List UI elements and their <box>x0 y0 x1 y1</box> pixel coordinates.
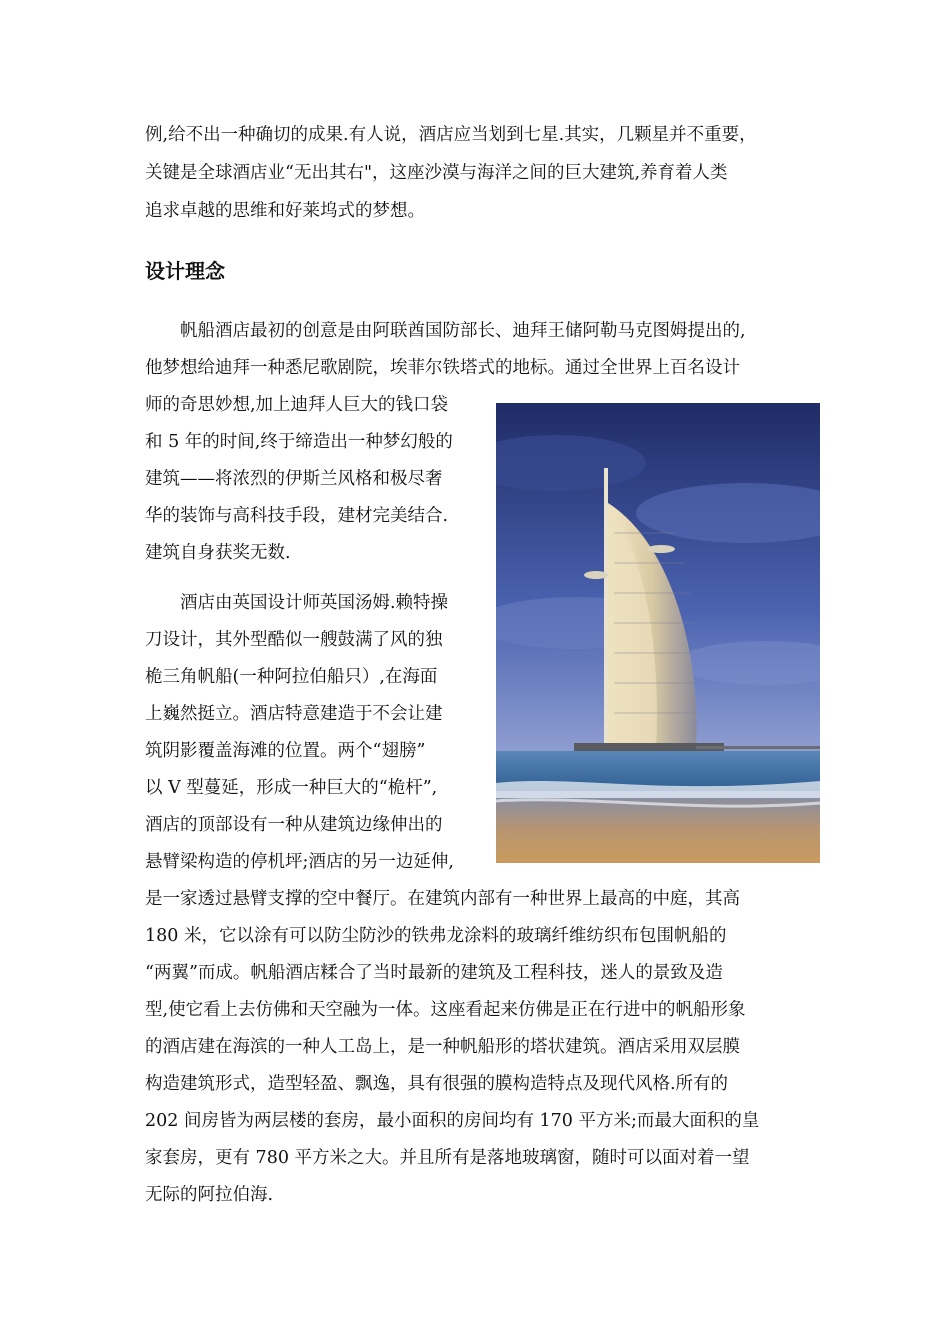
para2-line-10: 180 米，它以涂有可以防尘防沙的铁弗龙涂料的玻璃纤维纺织布包围帆船的 <box>145 926 727 946</box>
para2-line-8: 悬臂梁构造的停机坪;酒店的另一边延伸, <box>145 852 454 872</box>
para1-line-1: 帆船酒店最初的创意是由阿联酋国防部长、迪拜王储阿勒马克图姆提出的, <box>145 321 746 341</box>
intro-line-1: 例,给不出一种确切的成果.有人说，酒店应当划到七星.其实，几颗星并不重要， <box>145 125 757 145</box>
para1-line-6: 华的装饰与高科技手段，建材完美结合. <box>145 506 449 526</box>
para2-line-4: 上巍然挺立。酒店特意建造于不会让建 <box>145 704 443 724</box>
para2-line-13: 的酒店建在海滨的一种人工岛上，是一种帆船形的塔状建筑。酒店采用双层膜 <box>145 1037 740 1057</box>
para2-line-2: 刀设计，其外型酷似一艘鼓满了风的独 <box>145 630 443 650</box>
para1-line-3: 师的奇思妙想,加上迪拜人巨大的钱口袋 <box>145 395 449 415</box>
intro-line-3: 追求卓越的思维和好莱坞式的梦想。 <box>145 201 425 221</box>
para1-line-5: 建筑——将浓烈的伊斯兰风格和极尽奢 <box>145 469 443 489</box>
hotel-photo <box>496 403 820 863</box>
para2-line-16: 家套房，更有 780 平方米之大。并且所有是落地玻璃窗，随时可以面对着一望 <box>145 1148 750 1168</box>
para1-line-4: 和 5 年的时间,终于缔造出一种梦幻般的 <box>145 432 453 452</box>
para2-line-17: 无际的阿拉伯海. <box>145 1185 274 1205</box>
para1-line-2: 他梦想给迪拜一种悉尼歌剧院，埃菲尔铁塔式的地标。通过全世界上百名设计 <box>145 358 740 378</box>
para2-line-12: 型,使它看上去仿佛和天空融为一体。这座看起来仿佛是正在行进中的帆船形象 <box>145 1000 746 1020</box>
para1-line-7: 建筑自身获奖无数. <box>145 543 291 563</box>
para2-line-9: 是一家透过悬臂支撑的空中餐厅。在建筑内部有一种世界上最高的中庭，其高 <box>145 889 740 909</box>
section-heading: 设计理念 <box>145 259 225 283</box>
para2-line-15: 202 间房皆为两层楼的套房，最小面积的房间均有 170 平方米;而最大面积的皇 <box>145 1111 760 1131</box>
intro-line-2: 关键是全球酒店业“无出其右"，这座沙漠与海洋之间的巨大建筑,养育着人类 <box>145 163 728 183</box>
para2-line-5: 筑阴影覆盖海滩的位置。两个“翅膀” <box>145 741 426 761</box>
para2-line-3: 桅三角帆船(一种阿拉伯船只）,在海面 <box>145 667 438 687</box>
para2-line-6: 以 V 型蔓延，形成一种巨大的“桅杆”, <box>145 778 438 798</box>
para2-line-7: 酒店的顶部设有一种从建筑边缘伸出的 <box>145 815 443 835</box>
para2-line-1: 酒店由英国设计师英国汤姆.赖特操 <box>145 593 449 613</box>
para2-line-11: “两翼”而成。帆船酒店糅合了当时最新的建筑及工程科技，迷人的景致及造 <box>145 963 723 983</box>
para2-line-14: 构造建筑形式，造型轻盈、飘逸，具有很强的膜构造特点及现代风格.所有的 <box>145 1074 729 1094</box>
